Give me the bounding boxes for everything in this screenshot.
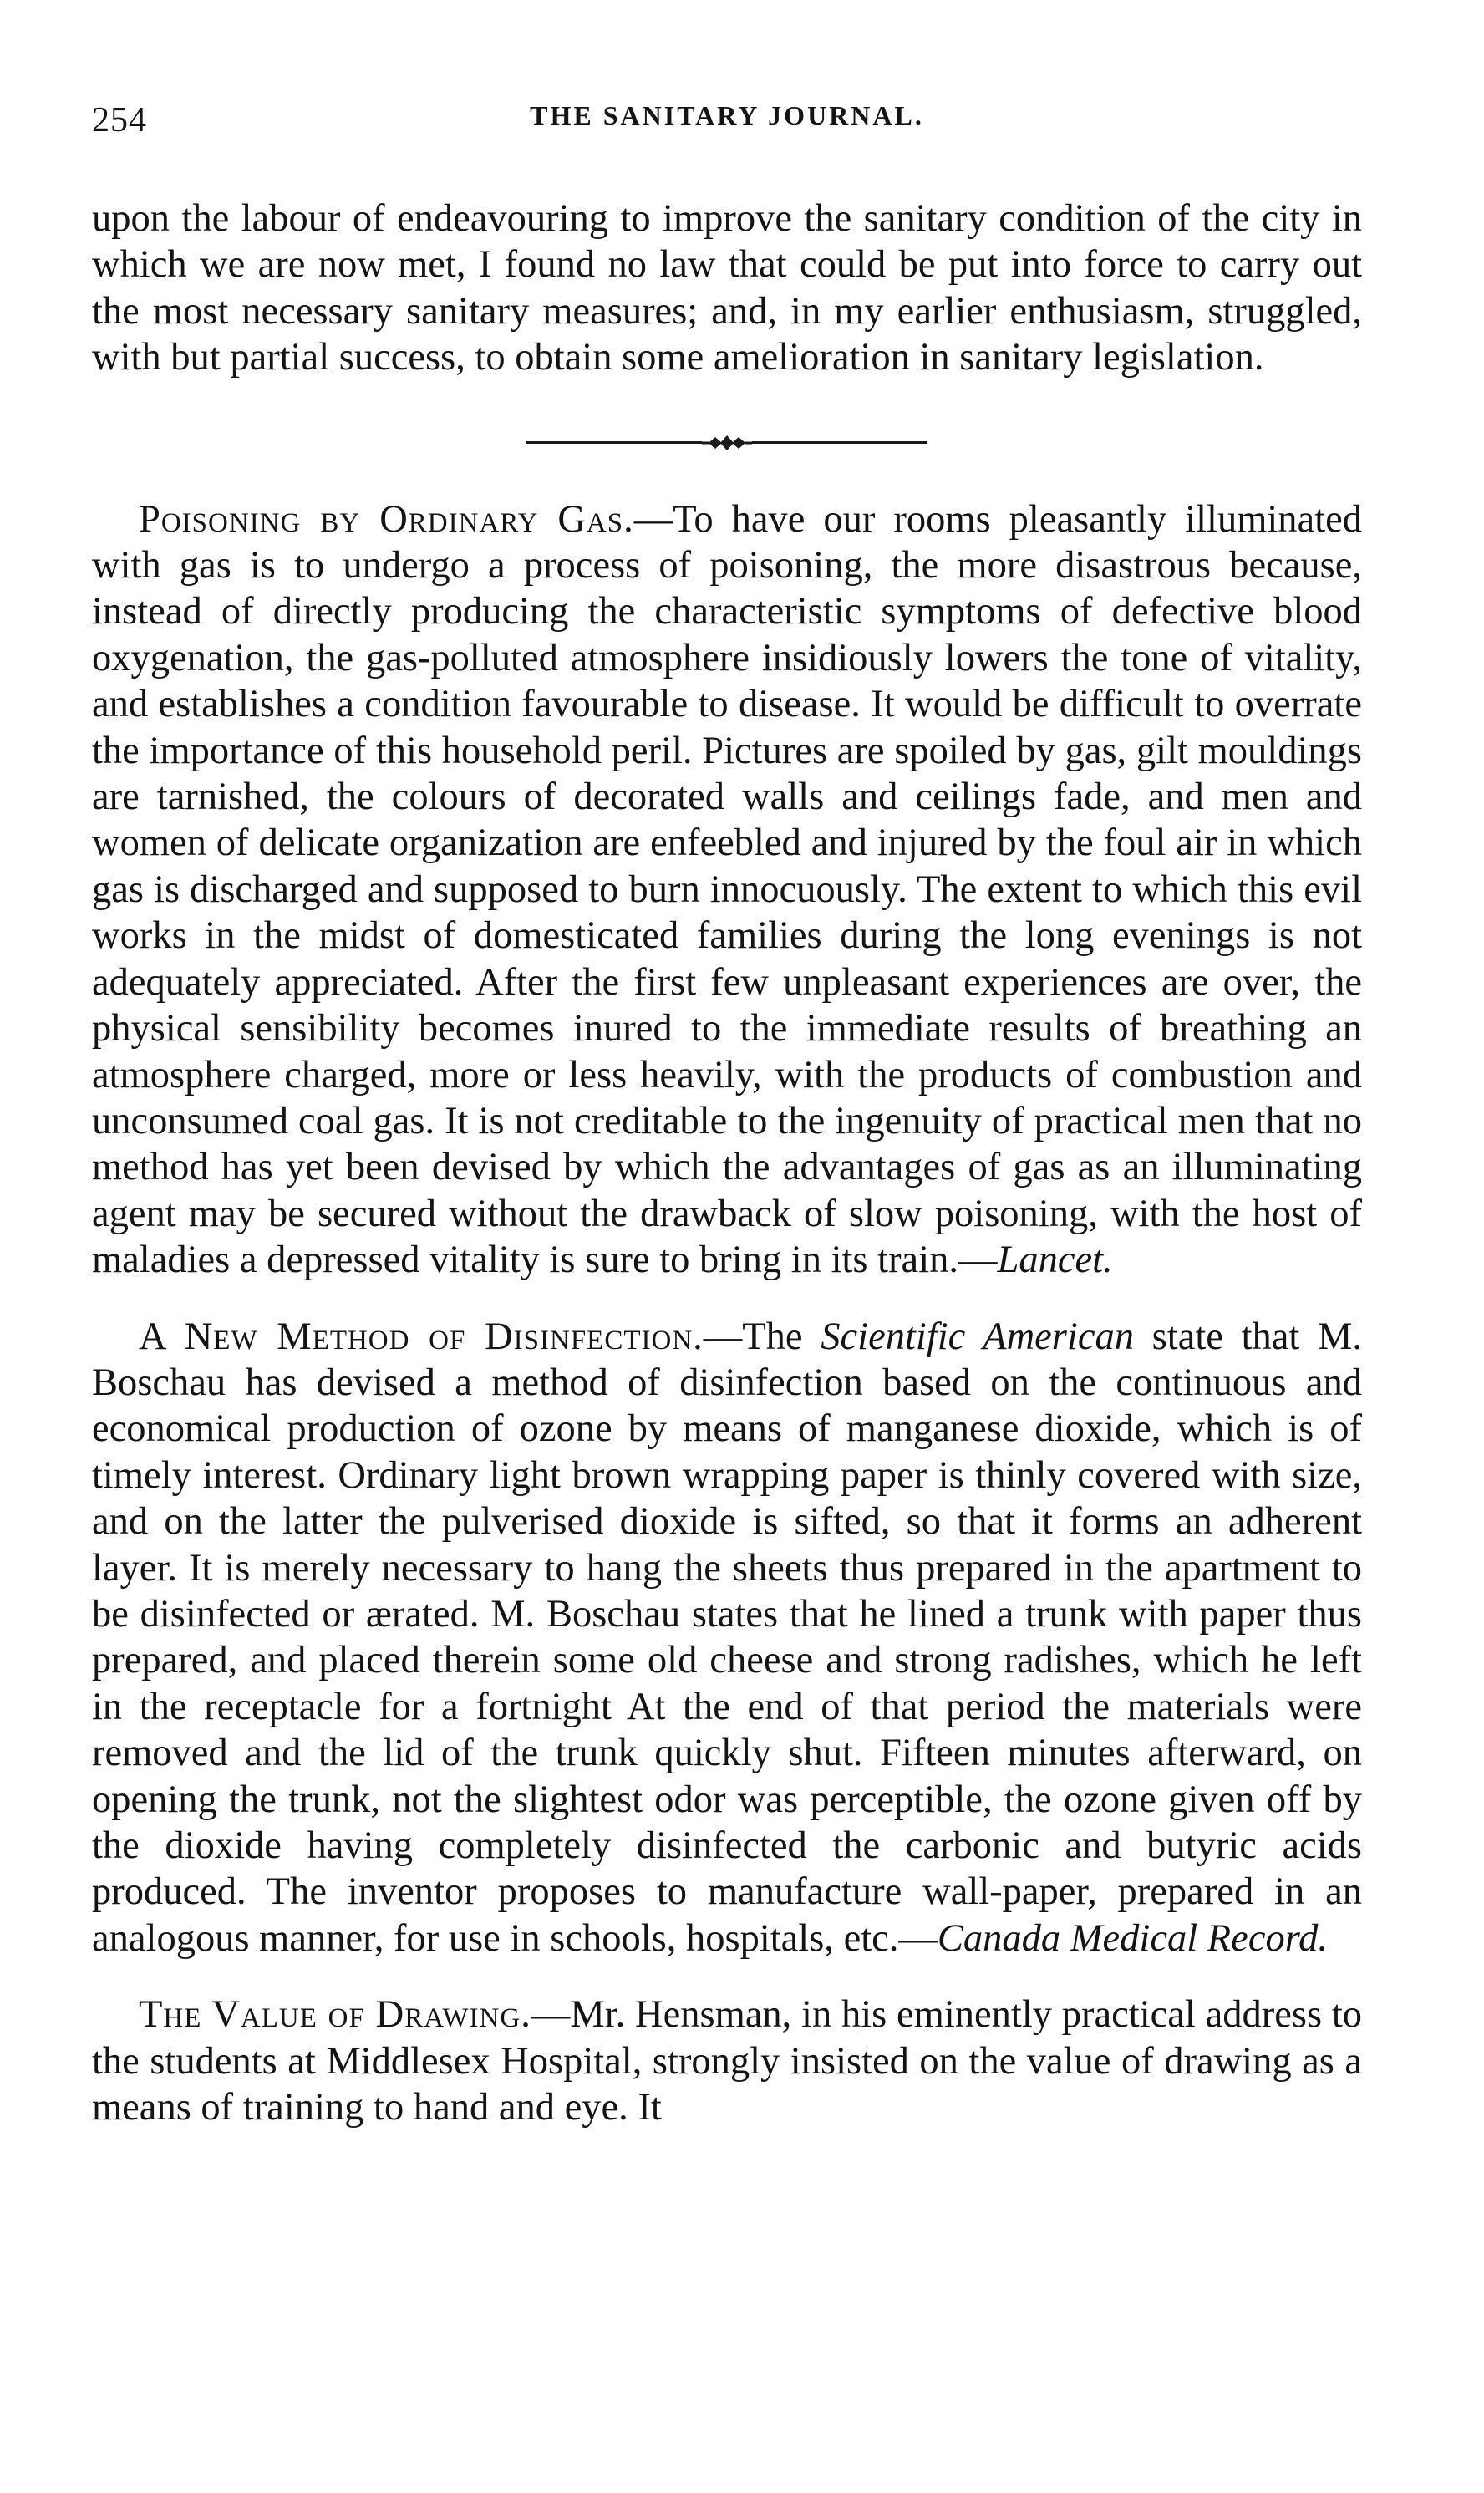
article-heading: Poisoning by Ordinary Gas. [139,497,634,541]
article-value-of-drawing [92,1992,1362,2130]
article-body-lead: —The [703,1315,821,1358]
section-divider [526,423,928,461]
divider-rule-left [526,441,702,444]
article-disinfection [92,1314,1362,1962]
journal-page [92,100,1362,2130]
article-body: —Mr. Hensman, in his eminently practical address to the students at Middlesex Hospital, strongly insisted on the value of drawing as a means of training to hand and eye. It [92,1993,1362,2129]
page-header [92,100,1362,150]
article-heading: The Value of Drawing. [139,1993,531,2037]
divider-rule-right [752,441,928,444]
article-body: —To have our rooms pleasantly illuminated with gas is to undergo a process of poisoning, the more disastrous because, instead of directly producing the characteristic symptoms of defective blood oxygenation, the gas-polluted atmosphere insidiously lowers the tone of vitality, and establishes a condition favourable to disease. It would be difficult to overrate the importance of this household peril. Pictures are spoiled by gas, gilt mouldings are tarnished, the colours of decorated walls and ceilings fade, and men and women of delicate organization are enfeebled and injured by the foul air in which gas is discharged and supposed to burn innocuously. The extent to which this evil works in the midst of domesticated families during the long evenings is not adequately appreciated. After the first few unpleasant experiences are over, the physical sensibility becomes inured to the immediate results of breathing an atmosphere charged, more or less heavily, with the products of combustion and unconsumed coal gas. It is not creditable to the ingenuity of practical men that no method has yet been devised by which the advantages of gas as an illuminating agent may be secured without the drawback of slow poisoning, with the host of maladies a depressed vitality is sure to bring in its train.— [92,497,1363,1282]
continued-paragraph [92,196,1362,381]
running-title: THE SANITARY JOURNAL. [530,100,924,130]
article-body: state that M. Boschau has devised a method of disinfection based on the continuous and economical production of ozone by means of manganese dioxide, which is of timely interest. Ordinary light brown wrapping paper is thinly covered with size, and on the latter the pulverised dioxide is sifted, so that it forms an adherent layer. It is merely necessary to hang the sheets thus prepared in the apartment to be disinfected or ærated. M. Boschau states that he lined a trunk with paper thus prepared, and placed therein some old cheese and strong radishes, which he left in the receptacle for a fortnight At the end of that period the materials were removed and the lid of the trunk quickly shut. Fifteen minutes afterward, on opening the trunk, not the slightest odor was perceptible, the ozone given off by the dioxide having completely disinfected the carbonic and butyric acids produced. The inventor proposes to manufacture wall-paper, prepared in an analogous manner, for use in schools, hospitals, etc.— [92,1315,1363,1960]
paragraph-text: upon the labour of endeavouring to improve the sanitary condition of the city in which we are now met, I found no law that could be put into force to carry out the most necessary sanitary measures; and, in my earlier enthusiasm, struggled, with but partial success, to obtain some amelioration in sanitary legislation. [92,197,1362,379]
article-source: Lancet. [997,1239,1113,1282]
page-number: 254 [92,101,147,140]
article-heading: A New Method of Disinfection. [139,1315,704,1358]
inline-source: Scientific American [821,1315,1134,1358]
article-poisoning-by-gas [92,496,1362,1284]
article-source: Canada Medical Record. [937,1916,1328,1960]
diamond-ornament-icon [702,433,752,453]
